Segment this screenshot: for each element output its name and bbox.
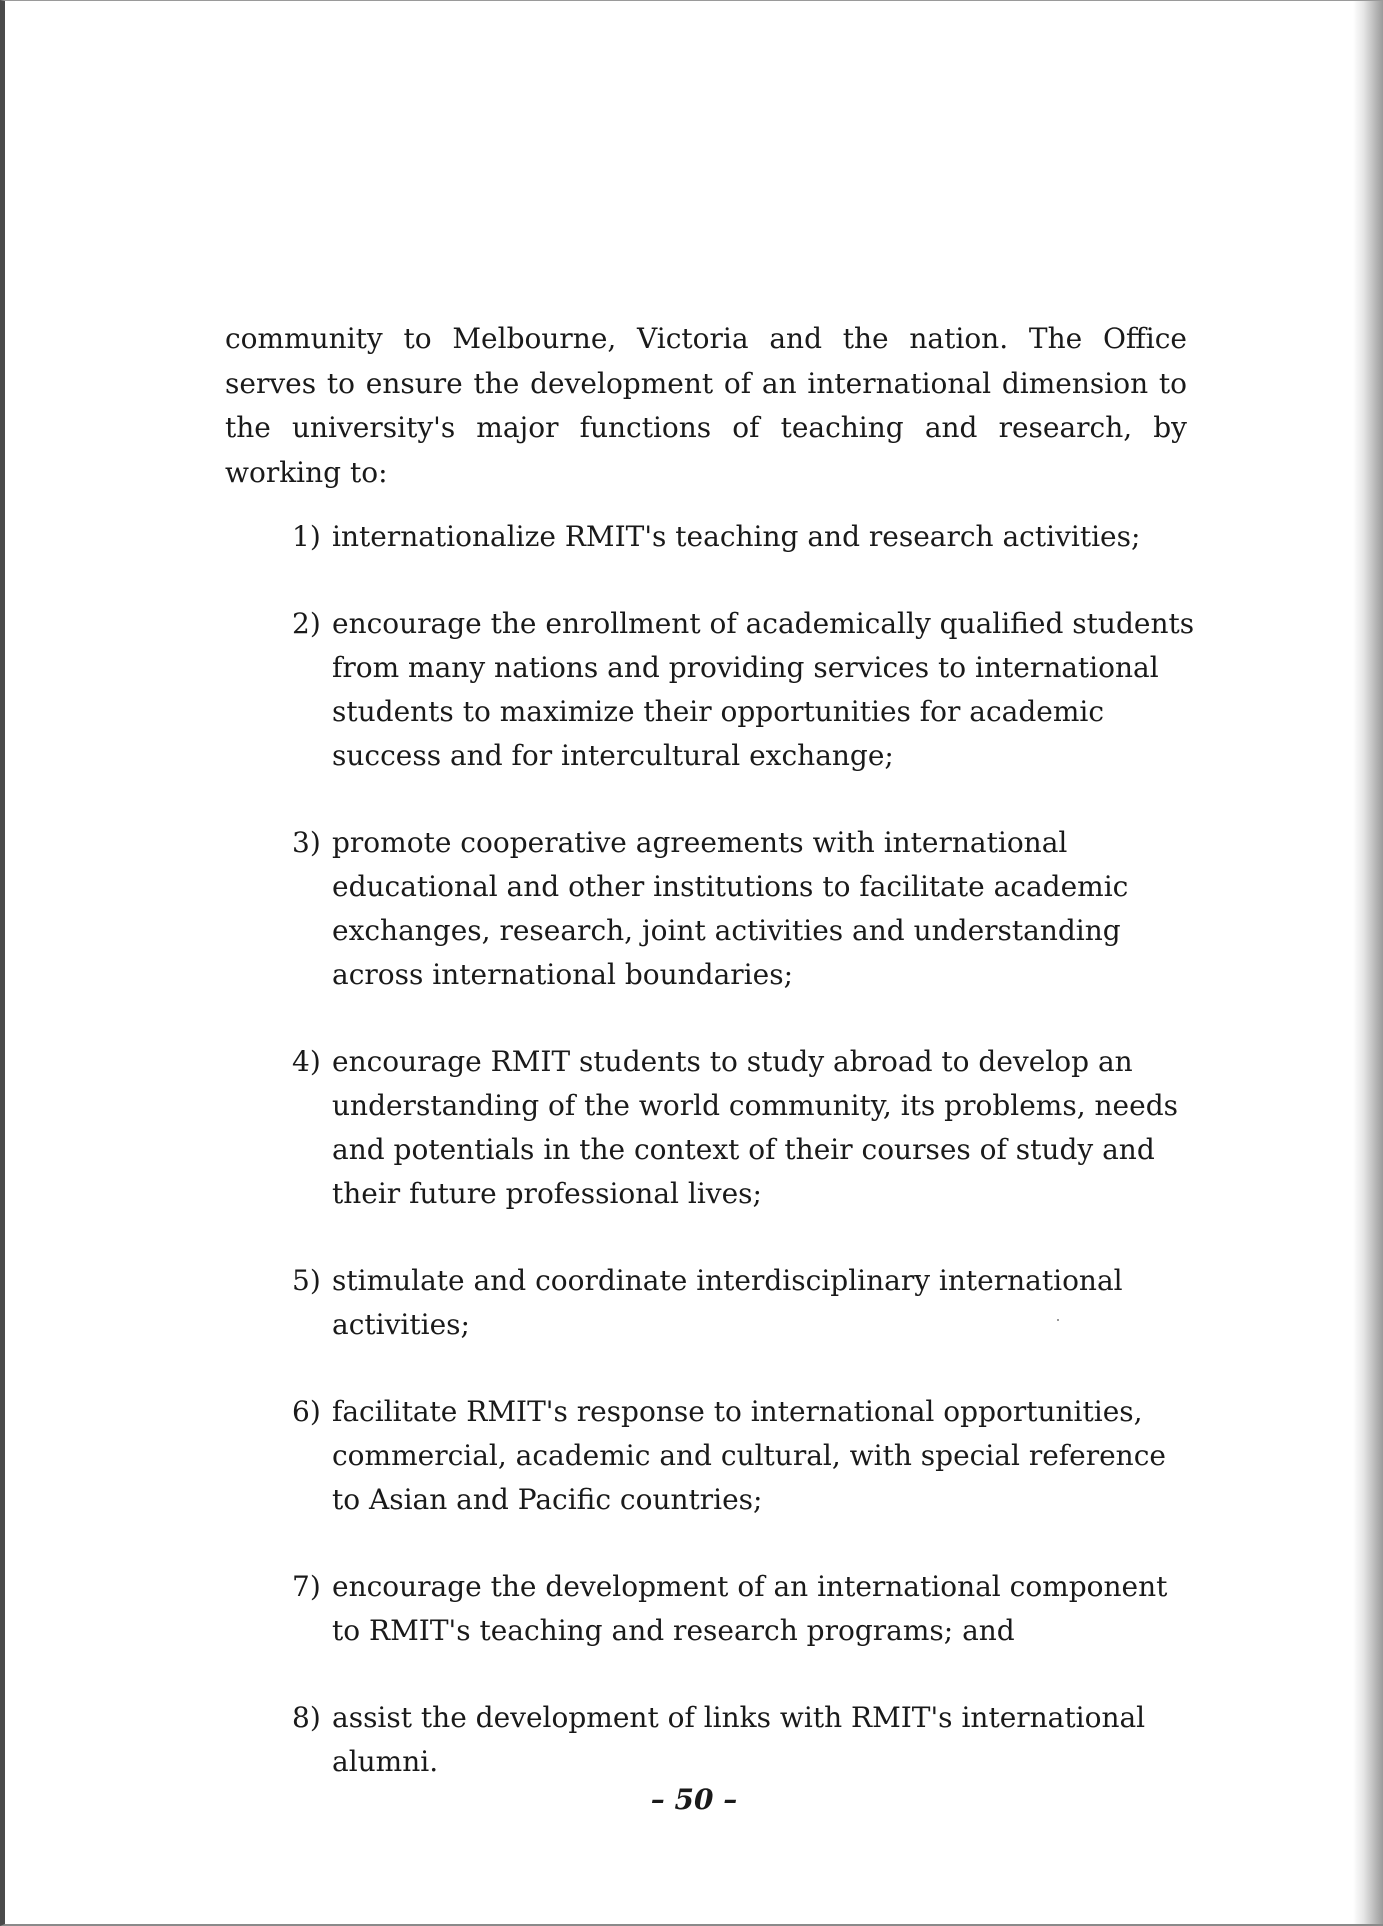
- list-item: [292, 821, 1195, 997]
- list-item-text: stimulate and coordinate interdisciplinary international activities;: [332, 1264, 1123, 1341]
- function-list: [225, 515, 1195, 1784]
- list-item-text: facilitate RMIT's response to international opportunities, commercial, academic and cultural, with special reference to Asian and Pacific countries;: [332, 1395, 1166, 1516]
- list-item-number: 1): [292, 520, 321, 553]
- body-text: [225, 317, 1195, 1827]
- intro-paragraph: community to Melbourne, Victoria and the nation. The Office serves to ensure the development of an international dimension to the university's major functions of teaching and research, by working to:: [225, 322, 1187, 489]
- list-item-number: 5): [292, 1264, 321, 1297]
- list-item-text: encourage RMIT students to study abroad to develop an understanding of the world community, its problems, needs and potentials in the context of their courses of study and their future professional lives;: [332, 1045, 1178, 1210]
- page-edge-shadow: [1353, 1, 1383, 1924]
- list-item: [292, 515, 1195, 559]
- list-item-number: 7): [292, 1570, 321, 1603]
- list-item: [292, 1565, 1195, 1653]
- list-item-number: 6): [292, 1395, 321, 1428]
- list-item: [292, 602, 1195, 778]
- list-item-text: assist the development of links with RMIT's international alumni.: [332, 1701, 1146, 1778]
- list-item: [292, 1040, 1195, 1216]
- list-item-text: encourage the enrollment of academically qualified students from many nations and providing services to international students to maximize their opportunities for academic success and for intercultural exchange;: [332, 607, 1195, 772]
- scan-speck: [1057, 1319, 1059, 1321]
- list-item-number: 2): [292, 607, 321, 640]
- list-item-text: internationalize RMIT's teaching and research activities;: [332, 520, 1141, 553]
- list-item-text: encourage the development of an international component to RMIT's teaching and research programs; and: [332, 1570, 1168, 1647]
- list-item-number: 3): [292, 826, 321, 859]
- list-item-text: promote cooperative agreements with international educational and other institutions to facilitate academic exchanges, research, joint activities and understanding across international boundaries;: [332, 826, 1129, 991]
- list-item-number: 4): [292, 1045, 321, 1078]
- page-number: – 50 –: [650, 1783, 738, 1816]
- list-item: [292, 1259, 1195, 1347]
- list-item-number: 8): [292, 1701, 321, 1734]
- list-item: [292, 1696, 1195, 1784]
- list-item: [292, 1390, 1195, 1522]
